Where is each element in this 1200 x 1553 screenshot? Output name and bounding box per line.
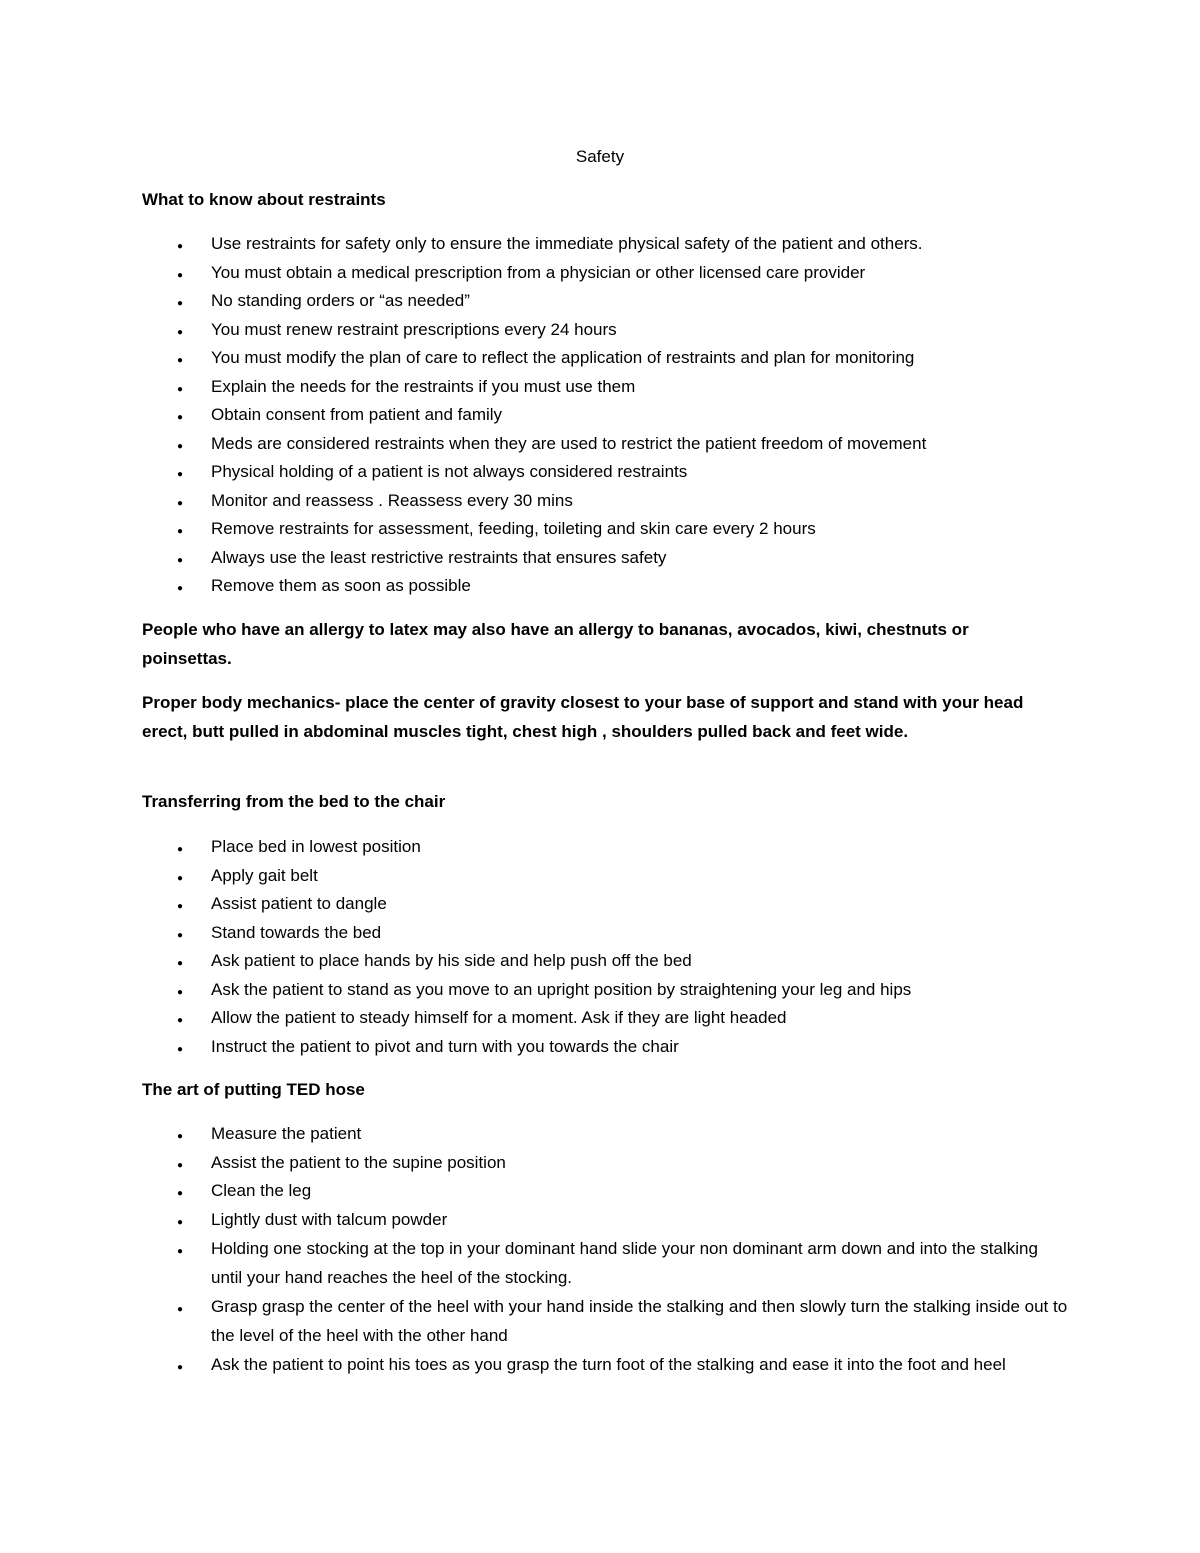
bullet-icon [174, 1177, 186, 1209]
bullet-icon [174, 890, 186, 922]
body-mechanics-note: Proper body mechanics- place the center of gravity closest to your base of support and stand with your head erect, butt pulled in abdominal muscles tight, chest high , shoulders pulled back and feet wide. [142, 693, 1024, 741]
bullet-icon [174, 230, 186, 262]
bullet-icon [174, 344, 186, 376]
list-item: ● Remove them as soon as possible [0, 572, 1071, 601]
bullet-icon [174, 316, 186, 348]
list-item: ● Assist the patient to the supine position [0, 1149, 1071, 1178]
list-item: ● You must renew restraint prescriptions every 24 hours [0, 316, 1071, 345]
ted-hose-list [0, 1120, 1200, 1379]
bullet-icon [174, 544, 186, 576]
bullet-icon [174, 487, 186, 519]
list-item: ● Always use the least restrictive restraints that ensures safety [0, 544, 1071, 573]
bullet-icon [174, 572, 186, 604]
restraints-heading: What to know about restraints [142, 190, 386, 209]
bullet-icon [174, 515, 186, 547]
list-item: ● You must obtain a medical prescription from a physician or other licensed care provider [0, 259, 1071, 288]
list-item: ● Apply gait belt [0, 862, 1071, 891]
bullet-icon [174, 430, 186, 462]
list-item: ● Instruct the patient to pivot and turn with you towards the chair [0, 1033, 1071, 1062]
list-item: ● Explain the needs for the restraints if you must use them [0, 373, 1071, 402]
bullet-icon [174, 1206, 186, 1238]
bullet-icon [174, 1004, 186, 1036]
ted-hose-heading: The art of putting TED hose [142, 1080, 365, 1099]
transfer-list [0, 833, 1200, 1061]
restraints-list [0, 230, 1200, 601]
bullet-icon [174, 401, 186, 433]
list-item: ● Holding one stocking at the top in your dominant hand slide your non dominant arm down and into the stalking until your hand reaches the heel of the stocking. [0, 1234, 1071, 1292]
list-item: ● Measure the patient [0, 1120, 1071, 1149]
list-item: ● Ask the patient to point his toes as you grasp the turn foot of the stalking and ease it into the foot and heel [0, 1350, 1071, 1379]
list-item: ● Assist patient to dangle [0, 890, 1071, 919]
bullet-icon [174, 1033, 186, 1065]
page-title: Safety [575, 147, 625, 166]
bullet-icon [174, 862, 186, 894]
list-item: ● Allow the patient to steady himself for a moment. Ask if they are light headed [0, 1004, 1071, 1033]
list-item: ● Clean the leg [0, 1177, 1071, 1206]
bullet-icon [174, 919, 186, 951]
list-item: ● Grasp grasp the center of the heel with your hand inside the stalking and then slowly turn the stalking inside out to the level of the heel with the other hand [0, 1292, 1071, 1350]
list-item: ● Ask patient to place hands by his side and help push off the bed [0, 947, 1071, 976]
list-item: ● Ask the patient to stand as you move to an upright position by straightening your leg and hips [0, 976, 1071, 1005]
bullet-icon [174, 287, 186, 319]
list-item: ● Physical holding of a patient is not always considered restraints [0, 458, 1071, 487]
bullet-icon [174, 1149, 186, 1181]
bullet-icon [174, 373, 186, 405]
transfer-heading: Transferring from the bed to the chair [142, 792, 446, 811]
bullet-icon [174, 1234, 186, 1266]
bullet-icon [174, 458, 186, 490]
bullet-icon [174, 1120, 186, 1152]
list-item: ● Lightly dust with talcum powder [0, 1206, 1071, 1235]
bullet-icon [174, 1292, 186, 1324]
list-item: ● Remove restraints for assessment, feeding, toileting and skin care every 2 hours [0, 515, 1071, 544]
latex-allergy-note: People who have an allergy to latex may also have an allergy to bananas, avocados, kiwi, chestnuts or poinsettas. [142, 620, 969, 668]
list-item: ● Stand towards the bed [0, 919, 1071, 948]
list-item: ● You must modify the plan of care to reflect the application of restraints and plan for monitoring [0, 344, 1071, 373]
list-item: ● No standing orders or “as needed” [0, 287, 1071, 316]
list-item: ● Meds are considered restraints when they are used to restrict the patient freedom of movement [0, 430, 1071, 459]
bullet-icon [174, 947, 186, 979]
list-item: ● Monitor and reassess . Reassess every 30 mins [0, 487, 1071, 516]
list-item: ● Use restraints for safety only to ensure the immediate physical safety of the patient and others. [0, 230, 1071, 259]
bullet-icon [174, 833, 186, 865]
bullet-icon [174, 976, 186, 1008]
list-item: ● Obtain consent from patient and family [0, 401, 1071, 430]
bullet-icon [174, 1350, 186, 1382]
bullet-icon [174, 259, 186, 291]
list-item: ● Place bed in lowest position [0, 833, 1071, 862]
